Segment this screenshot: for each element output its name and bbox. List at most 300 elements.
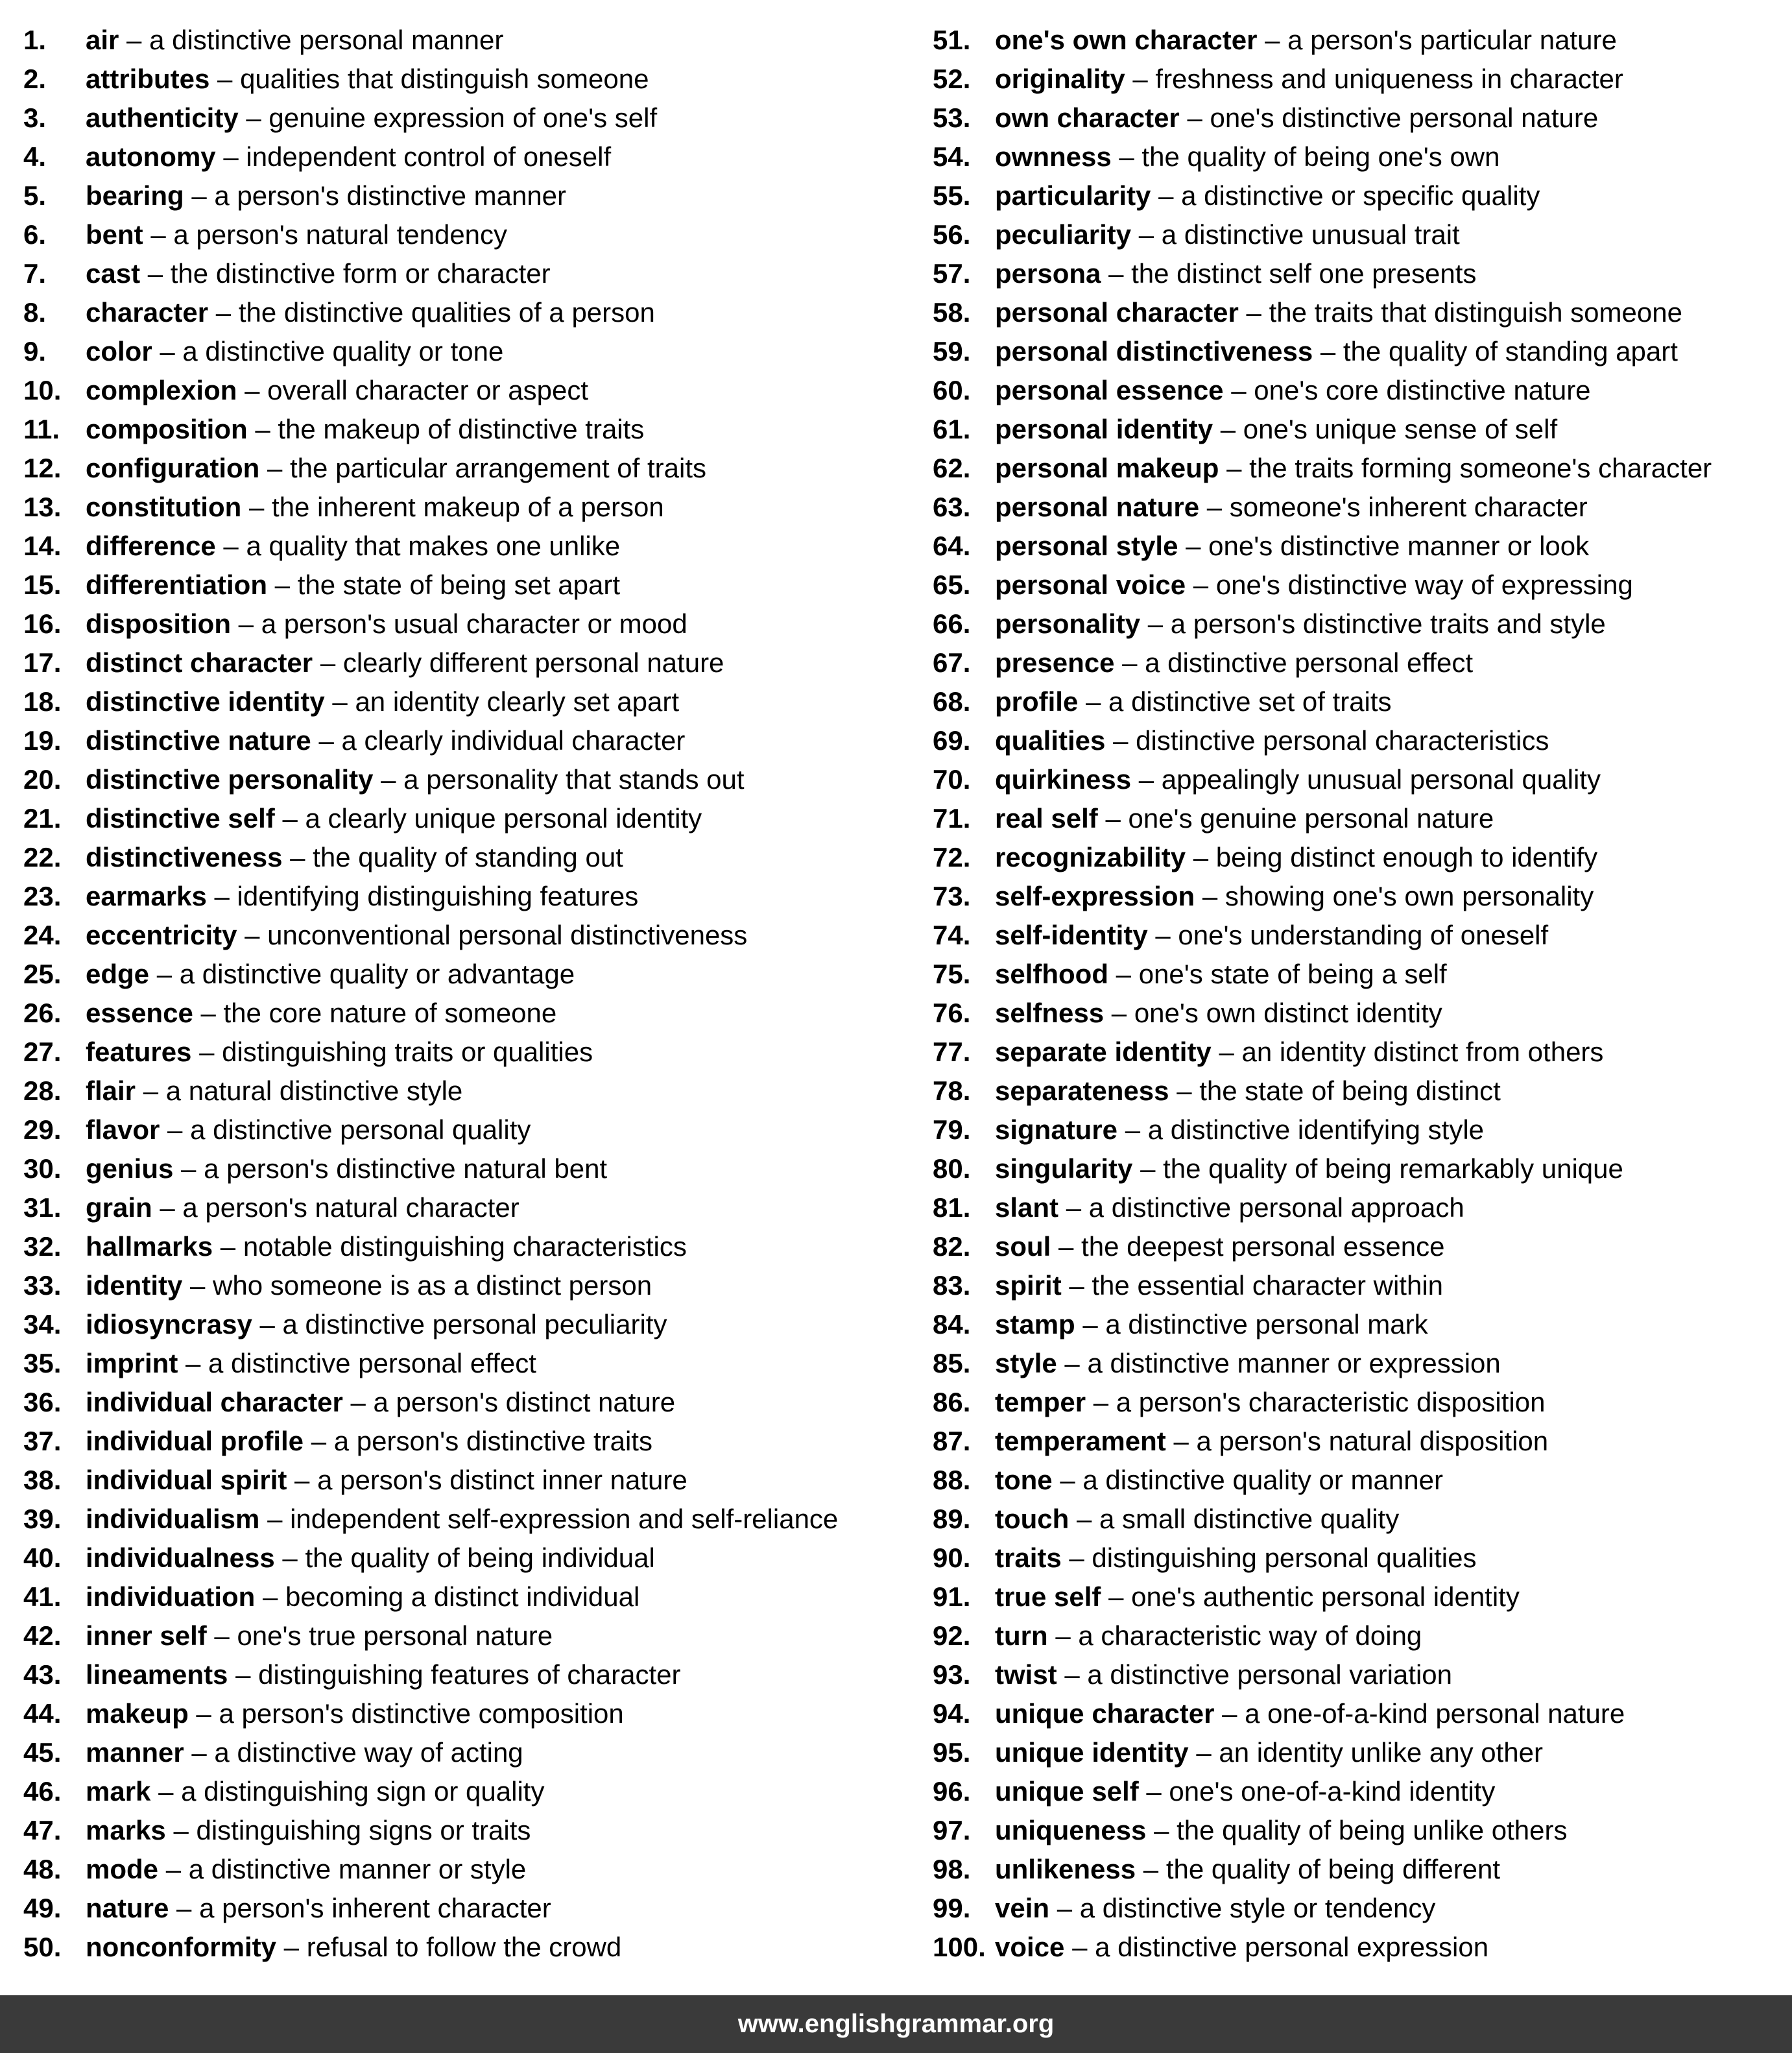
item-word: marks bbox=[86, 1815, 166, 1845]
item-dash: – bbox=[1138, 764, 1154, 795]
item-definition: the quality of being unlike others bbox=[1177, 1815, 1568, 1845]
list-item bbox=[23, 1578, 918, 1616]
list-item bbox=[933, 1033, 1782, 1072]
item-word: self-expression bbox=[995, 881, 1195, 911]
item-number: 29. bbox=[23, 1114, 62, 1145]
item-number: 30. bbox=[23, 1153, 62, 1184]
item-definition: the distinctive qualities of a person bbox=[238, 297, 655, 328]
item-definition: identifying distinguishing features bbox=[237, 881, 639, 911]
item-dash: – bbox=[150, 219, 166, 250]
item-number: 43. bbox=[23, 1659, 62, 1690]
website-url: www.englishgrammar.org bbox=[737, 2010, 1055, 2038]
item-dash: – bbox=[1069, 1543, 1084, 1573]
list-item bbox=[933, 1383, 1782, 1422]
list-item bbox=[23, 371, 918, 410]
list-item bbox=[23, 1266, 918, 1305]
item-dash: – bbox=[191, 180, 207, 211]
item-definition: a distinctive quality or tone bbox=[182, 336, 504, 366]
item-dash: – bbox=[1155, 920, 1171, 950]
item-number: 5. bbox=[23, 180, 47, 211]
item-definition: a person's distinctive natural bent bbox=[204, 1153, 608, 1184]
item-word: ownness bbox=[995, 141, 1112, 172]
item-dash: – bbox=[235, 1659, 251, 1690]
item-word: separateness bbox=[995, 1075, 1169, 1106]
item-number: 51. bbox=[933, 25, 971, 55]
item-dash: – bbox=[1265, 25, 1280, 55]
item-word: distinctive self bbox=[86, 803, 275, 834]
item-definition: being distinct enough to identify bbox=[1215, 842, 1598, 872]
item-number: 48. bbox=[23, 1854, 62, 1884]
item-word: peculiarity bbox=[995, 219, 1132, 250]
item-word: unique self bbox=[995, 1776, 1139, 1807]
item-definition: the distinct self one presents bbox=[1131, 258, 1477, 289]
item-word: cast bbox=[86, 258, 141, 289]
list-item bbox=[23, 1149, 918, 1188]
word-list-column-right bbox=[933, 21, 1782, 1967]
item-number: 26. bbox=[23, 998, 62, 1028]
item-number: 16. bbox=[23, 608, 62, 639]
list-item bbox=[23, 838, 918, 877]
list-item bbox=[23, 1072, 918, 1111]
item-number: 64. bbox=[933, 531, 971, 561]
item-word: distinctive personality bbox=[86, 764, 374, 795]
item-word: complexion bbox=[86, 375, 237, 405]
item-word: quirkiness bbox=[995, 764, 1132, 795]
item-word: separate identity bbox=[995, 1037, 1212, 1067]
list-item bbox=[23, 1111, 918, 1149]
item-number: 84. bbox=[933, 1309, 971, 1339]
list-item bbox=[23, 1305, 918, 1344]
item-word: own character bbox=[995, 102, 1180, 133]
item-dash: – bbox=[143, 1075, 159, 1106]
item-definition: the inherent makeup of a person bbox=[272, 492, 664, 522]
list-item bbox=[23, 138, 918, 176]
item-dash: – bbox=[190, 1270, 206, 1301]
item-word: self-identity bbox=[995, 920, 1148, 950]
list-item bbox=[933, 1928, 1782, 1967]
item-dash: – bbox=[1158, 180, 1174, 211]
item-number: 79. bbox=[933, 1114, 971, 1145]
item-word: personal identity bbox=[995, 414, 1213, 444]
item-word: particularity bbox=[995, 180, 1151, 211]
item-number: 13. bbox=[23, 492, 62, 522]
item-definition: an identity distinct from others bbox=[1241, 1037, 1604, 1067]
item-word: flavor bbox=[86, 1114, 160, 1145]
item-word: one's own character bbox=[995, 25, 1258, 55]
item-word: personality bbox=[995, 608, 1141, 639]
item-word: difference bbox=[86, 531, 216, 561]
item-number: 62. bbox=[933, 453, 971, 483]
item-dash: – bbox=[223, 141, 239, 172]
item-definition: a distinctive personal variation bbox=[1087, 1659, 1453, 1690]
item-number: 37. bbox=[23, 1426, 62, 1456]
item-definition: a distinctive quality or manner bbox=[1082, 1465, 1443, 1495]
item-word: twist bbox=[995, 1659, 1057, 1690]
item-word: unique character bbox=[995, 1698, 1215, 1729]
item-word: edge bbox=[86, 959, 150, 989]
item-dash: – bbox=[245, 920, 260, 950]
item-word: distinctive nature bbox=[86, 725, 311, 756]
item-dash: – bbox=[1132, 64, 1148, 94]
word-list bbox=[0, 21, 1792, 1960]
list-item bbox=[933, 99, 1782, 138]
item-dash: – bbox=[1146, 1776, 1162, 1807]
list-item bbox=[933, 176, 1782, 215]
item-definition: one's understanding of oneself bbox=[1178, 920, 1549, 950]
item-number: 66. bbox=[933, 608, 971, 639]
item-definition: qualities that distinguish someone bbox=[240, 64, 649, 94]
item-word: composition bbox=[86, 414, 248, 444]
item-dash: – bbox=[311, 1426, 327, 1456]
item-definition: a person's usual character or mood bbox=[261, 608, 687, 639]
item-definition: a distinctive way of acting bbox=[214, 1737, 523, 1768]
list-item bbox=[23, 1500, 918, 1539]
word-list-column-left bbox=[23, 21, 918, 1967]
item-word: real self bbox=[995, 803, 1098, 834]
item-word: persona bbox=[995, 258, 1101, 289]
list-item bbox=[933, 21, 1782, 60]
item-number: 73. bbox=[933, 881, 971, 911]
item-dash: – bbox=[320, 647, 336, 678]
list-item bbox=[933, 60, 1782, 99]
item-number: 28. bbox=[23, 1075, 62, 1106]
item-number: 58. bbox=[933, 297, 971, 328]
list-item bbox=[933, 721, 1782, 760]
item-dash: – bbox=[1111, 998, 1127, 1028]
item-word: eccentricity bbox=[86, 920, 237, 950]
item-definition: a person's distinct inner nature bbox=[317, 1465, 687, 1495]
item-word: vein bbox=[995, 1893, 1050, 1923]
item-definition: one's one-of-a-kind identity bbox=[1169, 1776, 1496, 1807]
item-definition: freshness and uniqueness in character bbox=[1155, 64, 1623, 94]
list-item bbox=[933, 1811, 1782, 1850]
item-definition: distinguishing features of character bbox=[258, 1659, 681, 1690]
item-number: 44. bbox=[23, 1698, 62, 1729]
item-dash: – bbox=[1108, 258, 1124, 289]
list-item bbox=[933, 293, 1782, 332]
list-item bbox=[933, 838, 1782, 877]
item-number: 75. bbox=[933, 959, 971, 989]
item-number: 33. bbox=[23, 1270, 62, 1301]
item-word: individual spirit bbox=[86, 1465, 287, 1495]
item-number: 19. bbox=[23, 725, 62, 756]
item-word: differentiation bbox=[86, 570, 267, 600]
item-definition: appealingly unusual personal quality bbox=[1161, 764, 1601, 795]
item-dash: – bbox=[1057, 1893, 1073, 1923]
list-item bbox=[23, 1694, 918, 1733]
item-dash: – bbox=[173, 1815, 189, 1845]
list-item bbox=[933, 1694, 1782, 1733]
item-definition: the state of being set apart bbox=[297, 570, 621, 600]
list-item bbox=[933, 566, 1782, 605]
item-dash: – bbox=[1226, 453, 1242, 483]
item-number: 11. bbox=[23, 414, 60, 444]
list-item bbox=[23, 955, 918, 994]
item-number: 47. bbox=[23, 1815, 62, 1845]
item-number: 78. bbox=[933, 1075, 971, 1106]
item-dash: – bbox=[217, 64, 233, 94]
item-number: 71. bbox=[933, 803, 971, 834]
item-definition: a distinctive manner or expression bbox=[1087, 1348, 1501, 1378]
item-definition: an identity clearly set apart bbox=[355, 686, 680, 717]
list-item bbox=[933, 1733, 1782, 1772]
item-definition: a person's natural tendency bbox=[173, 219, 508, 250]
item-dash: – bbox=[167, 1114, 183, 1145]
item-number: 80. bbox=[933, 1153, 971, 1184]
item-definition: a distinctive personal quality bbox=[190, 1114, 531, 1145]
item-definition: a distinctive personal mark bbox=[1105, 1309, 1428, 1339]
list-item bbox=[933, 1616, 1782, 1655]
item-definition: one's own distinct identity bbox=[1134, 998, 1442, 1028]
list-item bbox=[933, 488, 1782, 527]
item-number: 90. bbox=[933, 1543, 971, 1573]
list-item bbox=[23, 682, 918, 721]
item-dash: – bbox=[1222, 1698, 1237, 1729]
list-item bbox=[23, 527, 918, 566]
item-word: inner self bbox=[86, 1620, 207, 1651]
list-item bbox=[23, 799, 918, 838]
item-number: 65. bbox=[933, 570, 971, 600]
item-dash: – bbox=[1093, 1387, 1109, 1417]
item-number: 4. bbox=[23, 141, 47, 172]
item-definition: the traits forming someone's character bbox=[1249, 453, 1712, 483]
list-item bbox=[23, 215, 918, 254]
item-definition: a quality that makes one unlike bbox=[246, 531, 621, 561]
item-number: 46. bbox=[23, 1776, 62, 1807]
item-definition: the distinctive form or character bbox=[170, 258, 551, 289]
item-word: identity bbox=[86, 1270, 183, 1301]
list-item bbox=[933, 1655, 1782, 1694]
list-item bbox=[23, 1344, 918, 1383]
item-dash: – bbox=[1177, 1075, 1192, 1106]
item-definition: one's state of being a self bbox=[1138, 959, 1447, 989]
item-dash: – bbox=[1116, 959, 1132, 989]
item-definition: a person's particular nature bbox=[1287, 25, 1617, 55]
list-item bbox=[933, 1850, 1782, 1889]
item-word: nature bbox=[86, 1893, 169, 1923]
list-item bbox=[933, 449, 1782, 488]
item-word: essence bbox=[86, 998, 193, 1028]
item-word: touch bbox=[995, 1504, 1069, 1534]
item-number: 91. bbox=[933, 1581, 971, 1612]
item-word: authenticity bbox=[86, 102, 239, 133]
item-number: 57. bbox=[933, 258, 971, 289]
item-number: 35. bbox=[23, 1348, 62, 1378]
item-word: soul bbox=[995, 1231, 1051, 1262]
list-item bbox=[23, 332, 918, 371]
item-number: 45. bbox=[23, 1737, 62, 1768]
item-dash: – bbox=[1060, 1465, 1075, 1495]
item-definition: genuine expression of one's self bbox=[269, 102, 658, 133]
item-word: temper bbox=[995, 1387, 1086, 1417]
item-word: qualities bbox=[995, 725, 1106, 756]
item-dash: – bbox=[1154, 1815, 1169, 1845]
item-number: 49. bbox=[23, 1893, 62, 1923]
item-word: personal nature bbox=[995, 492, 1200, 522]
item-dash: – bbox=[1231, 375, 1247, 405]
item-word: originality bbox=[995, 64, 1125, 94]
item-dash: – bbox=[381, 764, 396, 795]
item-definition: the core nature of someone bbox=[223, 998, 557, 1028]
item-word: grain bbox=[86, 1192, 152, 1223]
item-dash: – bbox=[156, 959, 173, 989]
item-word: bent bbox=[86, 219, 143, 250]
item-number: 93. bbox=[933, 1659, 971, 1690]
list-item bbox=[23, 1616, 918, 1655]
item-number: 96. bbox=[933, 1776, 971, 1807]
list-item bbox=[23, 1889, 918, 1928]
list-item bbox=[933, 605, 1782, 643]
item-number: 61. bbox=[933, 414, 971, 444]
item-dash: – bbox=[1219, 1037, 1234, 1067]
list-item bbox=[933, 1772, 1782, 1811]
item-definition: a person's characteristic disposition bbox=[1116, 1387, 1546, 1417]
item-definition: one's distinctive manner or look bbox=[1208, 531, 1590, 561]
item-definition: a person's natural disposition bbox=[1196, 1426, 1549, 1456]
item-definition: distinguishing personal qualities bbox=[1092, 1543, 1477, 1573]
list-item bbox=[23, 1539, 918, 1578]
item-dash: – bbox=[1055, 1620, 1071, 1651]
item-number: 2. bbox=[23, 64, 47, 94]
item-number: 6. bbox=[23, 219, 47, 250]
item-dash: – bbox=[282, 1543, 298, 1573]
item-number: 89. bbox=[933, 1504, 971, 1534]
item-word: spirit bbox=[995, 1270, 1062, 1301]
list-item bbox=[23, 1811, 918, 1850]
item-number: 32. bbox=[23, 1231, 62, 1262]
item-dash: – bbox=[282, 803, 298, 834]
item-dash: – bbox=[1193, 842, 1209, 872]
item-number: 22. bbox=[23, 842, 62, 872]
item-definition: the quality of being different bbox=[1165, 1854, 1501, 1884]
list-item bbox=[23, 994, 918, 1033]
item-number: 100. bbox=[933, 1932, 986, 1962]
item-number: 72. bbox=[933, 842, 971, 872]
item-definition: the particular arrangement of traits bbox=[290, 453, 706, 483]
list-item bbox=[933, 799, 1782, 838]
item-word: air bbox=[86, 25, 119, 55]
list-item bbox=[933, 254, 1782, 293]
item-word: distinctive identity bbox=[86, 686, 325, 717]
item-word: mode bbox=[86, 1854, 159, 1884]
item-dash: – bbox=[220, 1231, 236, 1262]
item-word: constitution bbox=[86, 492, 242, 522]
list-item bbox=[23, 1928, 918, 1967]
item-number: 17. bbox=[23, 647, 62, 678]
list-item bbox=[933, 1111, 1782, 1149]
list-item bbox=[23, 1772, 918, 1811]
item-definition: one's true personal nature bbox=[237, 1620, 553, 1651]
item-word: color bbox=[86, 336, 152, 366]
item-definition: a distinctive identifying style bbox=[1147, 1114, 1485, 1145]
item-word: personal makeup bbox=[995, 453, 1219, 483]
item-word: profile bbox=[995, 686, 1079, 717]
item-dash: – bbox=[1122, 647, 1138, 678]
item-definition: one's distinctive personal nature bbox=[1210, 102, 1599, 133]
item-number: 97. bbox=[933, 1815, 971, 1845]
item-dash: – bbox=[1058, 1231, 1074, 1262]
list-item bbox=[933, 1889, 1782, 1928]
item-dash: – bbox=[1246, 297, 1261, 328]
list-item bbox=[933, 332, 1782, 371]
list-item bbox=[933, 1344, 1782, 1383]
item-definition: unconventional personal distinctiveness bbox=[267, 920, 748, 950]
list-item bbox=[933, 1500, 1782, 1539]
list-item bbox=[933, 215, 1782, 254]
item-dash: – bbox=[126, 25, 142, 55]
item-number: 39. bbox=[23, 1504, 62, 1534]
item-definition: a person's distinctive traits bbox=[333, 1426, 652, 1456]
list-item bbox=[933, 1578, 1782, 1616]
item-definition: the quality of being one's own bbox=[1141, 141, 1500, 172]
item-number: 81. bbox=[933, 1192, 971, 1223]
list-item bbox=[933, 760, 1782, 799]
item-definition: the essential character within bbox=[1092, 1270, 1444, 1301]
item-word: recognizability bbox=[995, 842, 1186, 872]
list-item bbox=[933, 1461, 1782, 1500]
list-item bbox=[933, 643, 1782, 682]
item-dash: – bbox=[176, 1893, 192, 1923]
item-dash: – bbox=[160, 1192, 175, 1223]
item-word: style bbox=[995, 1348, 1057, 1378]
list-item bbox=[23, 1383, 918, 1422]
item-dash: – bbox=[267, 453, 283, 483]
item-definition: someone's inherent character bbox=[1229, 492, 1588, 522]
item-dash: – bbox=[1206, 492, 1223, 522]
item-number: 60. bbox=[933, 375, 971, 405]
list-item bbox=[23, 1188, 918, 1227]
item-dash: – bbox=[294, 1465, 310, 1495]
item-definition: a distinctive personal effect bbox=[1145, 647, 1474, 678]
item-word: slant bbox=[995, 1192, 1059, 1223]
item-dash: – bbox=[1220, 414, 1236, 444]
item-word: configuration bbox=[86, 453, 260, 483]
item-number: 25. bbox=[23, 959, 62, 989]
item-word: imprint bbox=[86, 1348, 178, 1378]
item-dash: – bbox=[214, 881, 230, 911]
item-number: 95. bbox=[933, 1737, 971, 1768]
item-dash: – bbox=[259, 1309, 275, 1339]
item-number: 55. bbox=[933, 180, 971, 211]
item-definition: a person's inherent character bbox=[199, 1893, 551, 1923]
item-number: 36. bbox=[23, 1387, 62, 1417]
list-item bbox=[933, 527, 1782, 566]
footer-banner bbox=[0, 1995, 1792, 2053]
item-word: disposition bbox=[86, 608, 231, 639]
item-dash: – bbox=[1064, 1348, 1080, 1378]
item-dash: – bbox=[1173, 1426, 1189, 1456]
item-definition: one's authentic personal identity bbox=[1131, 1581, 1520, 1612]
item-definition: a distinctive personal effect bbox=[208, 1348, 536, 1378]
item-definition: refusal to follow the crowd bbox=[306, 1932, 622, 1962]
item-dash: – bbox=[1202, 881, 1218, 911]
item-dash: – bbox=[1138, 219, 1154, 250]
item-definition: a distinctive personal expression bbox=[1095, 1932, 1489, 1962]
item-dash: – bbox=[283, 1932, 300, 1962]
item-word: temperament bbox=[995, 1426, 1166, 1456]
item-word: selfhood bbox=[995, 959, 1108, 989]
item-definition: the quality of being individual bbox=[305, 1543, 655, 1573]
item-definition: a distinctive personal peculiarity bbox=[282, 1309, 667, 1339]
item-number: 21. bbox=[23, 803, 62, 834]
item-number: 8. bbox=[23, 297, 47, 328]
list-item bbox=[933, 371, 1782, 410]
item-number: 63. bbox=[933, 492, 971, 522]
list-item bbox=[23, 21, 918, 60]
item-number: 34. bbox=[23, 1309, 62, 1339]
item-definition: one's unique sense of self bbox=[1243, 414, 1558, 444]
item-word: unlikeness bbox=[995, 1854, 1136, 1884]
